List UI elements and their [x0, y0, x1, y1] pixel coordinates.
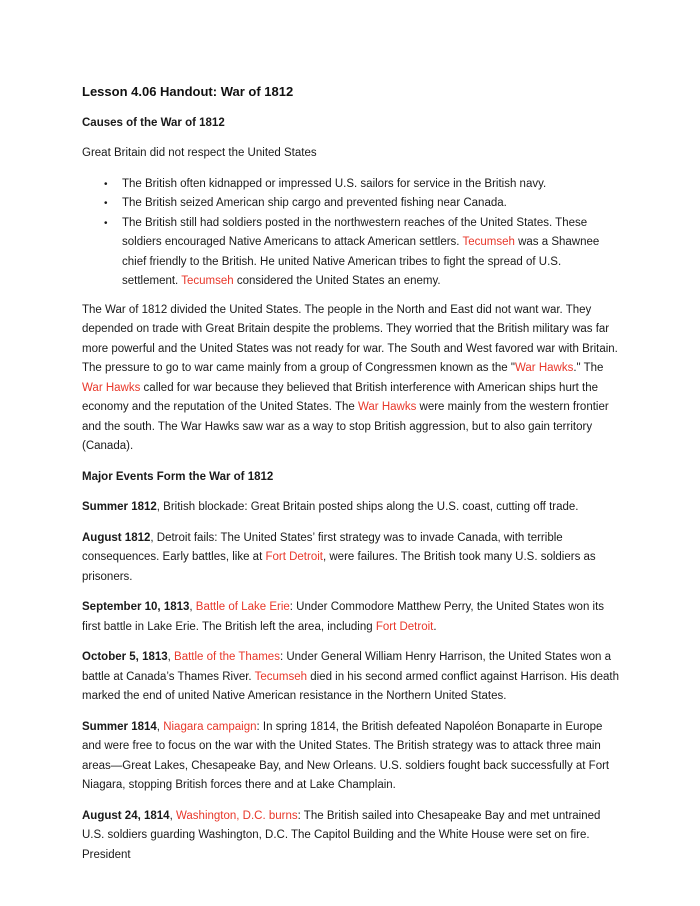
text-segment: , Detroit fails: The United States’ first strategy was to invade Canada, with terrible consequences. Early battles, like at	[82, 531, 563, 563]
events-heading: Major Events Form the War of 1812	[82, 470, 274, 483]
event-date: Summer 1814	[82, 720, 157, 733]
text-segment: , were failures. The British took many U.S. soldiers as prisoners.	[82, 551, 596, 583]
causes-intro: Great Britain did not respect the United States	[82, 147, 317, 159]
term-battle-thames: Battle of the Thames	[174, 651, 280, 663]
text-segment: The War of 1812 divided the United States. The people in the North and East did not want war. They depended on trade with Great Britain despite the problems. They worried that the British military was far more powerful and the United States was not ready for war. The South and West favored war with Britain. The pressure to go to war came mainly from a group of Congressmen known as the "	[82, 303, 618, 374]
text-segment: : In spring 1814, the British defeated Napoléon Bonaparte in Europe and were free to focus on the war with the United States. The British strategy was to attack three main areas—Great Lakes, Chesapeake Bay, and New Orleans. U.S. soldiers fought back successfully at Fort Niagara, stopping British forces there and at Lake Champlain.	[82, 720, 610, 791]
text-segment: ,	[167, 651, 175, 663]
page-title: Lesson 4.06 Handout: War of 1812	[82, 84, 294, 99]
event-summer-1814	[82, 718, 620, 796]
term-tecumseh: Tecumseh	[462, 236, 515, 248]
list-item	[104, 194, 620, 214]
list-item-text: The British seized American ship cargo and prevented fishing near Canada.	[122, 197, 507, 209]
event-september-1813	[82, 598, 620, 637]
bullet-icon: •	[104, 198, 108, 209]
divided-paragraph	[82, 301, 620, 457]
text-segment: called for war because they believed that British interference with American ships hurt the economy and the reputation of the United States. The	[82, 381, 599, 413]
text-segment: .	[433, 620, 437, 633]
text-segment: : Under Commodore Matthew Perry, the United States won its first battle in Lake Erie. The British left the area, including	[82, 601, 605, 633]
text-segment: ,	[156, 720, 164, 733]
text-segment: ,	[189, 601, 196, 613]
text-segment: : The British sailed into Chesapeake Bay and met untrained U.S. soldiers guarding Washington, D.C. The Capitol Building and the White House were set on fire. President	[82, 809, 601, 861]
text-segment: died in his second armed conflict against Harrison. His death marked the end of united Native American resistance in the Northern United States.	[82, 670, 619, 702]
event-october-1813	[82, 648, 620, 707]
term-war-hawks: War Hawks	[357, 401, 417, 413]
term-war-hawks: War Hawks	[514, 362, 574, 374]
list-item-text: The British often kidnapped or impressed U.S. sailors for service in the British navy.	[122, 177, 547, 190]
text-segment: was a Shawnee chief friendly to the British. He united Native American tribes to fight the spread of U.S. settlement.	[122, 236, 600, 287]
text-segment: , British blockade: Great Britain posted ships along the U.S. coast, cutting off trade.	[156, 501, 579, 513]
term-tecumseh: Tecumseh	[254, 670, 308, 683]
text-segment: ,	[169, 809, 176, 822]
list-item	[104, 175, 620, 195]
term-fort-detroit: Fort Detroit	[375, 620, 434, 633]
list-item	[104, 214, 620, 292]
event-august-1814	[82, 807, 620, 866]
causes-list	[82, 175, 620, 292]
term-war-hawks: War Hawks	[82, 381, 141, 394]
causes-heading: Causes of the War of 1812	[82, 116, 225, 129]
text-segment: considered the United States an enemy.	[233, 275, 441, 287]
event-date: August 1812	[82, 531, 151, 544]
event-summer-1812	[82, 498, 620, 518]
term-fort-detroit: Fort Detroit	[265, 551, 323, 563]
event-date: August 24, 1814	[82, 809, 170, 822]
list-item-text	[122, 217, 599, 288]
text-segment: were mainly from the western frontier and the south. The War Hawks saw war as a way to stop British aggression, but to also gain territory (Canada).	[82, 401, 609, 452]
event-august-1812	[82, 529, 620, 588]
event-date: Summer 1812	[82, 501, 157, 513]
term-battle-lake-erie: Battle of Lake Erie	[195, 601, 290, 613]
term-tecumseh: Tecumseh	[181, 275, 234, 287]
text-segment: ." The	[573, 362, 604, 374]
text-segment: The British still had soldiers posted in the northwestern reaches of the United States. These soldiers encouraged Native Americans to attack American settlers.	[122, 216, 588, 248]
event-date: September 10, 1813	[82, 601, 190, 613]
bullet-icon: •	[104, 217, 108, 229]
term-washington-burns: Washington, D.C. burns	[175, 809, 298, 822]
text-segment: : Under General William Henry Harrison, the United States won a battle at Canada’s Thames River.	[82, 651, 612, 683]
bullet-icon: •	[104, 178, 108, 190]
event-date: October 5, 1813	[82, 651, 168, 663]
term-niagara-campaign: Niagara campaign	[163, 720, 257, 733]
